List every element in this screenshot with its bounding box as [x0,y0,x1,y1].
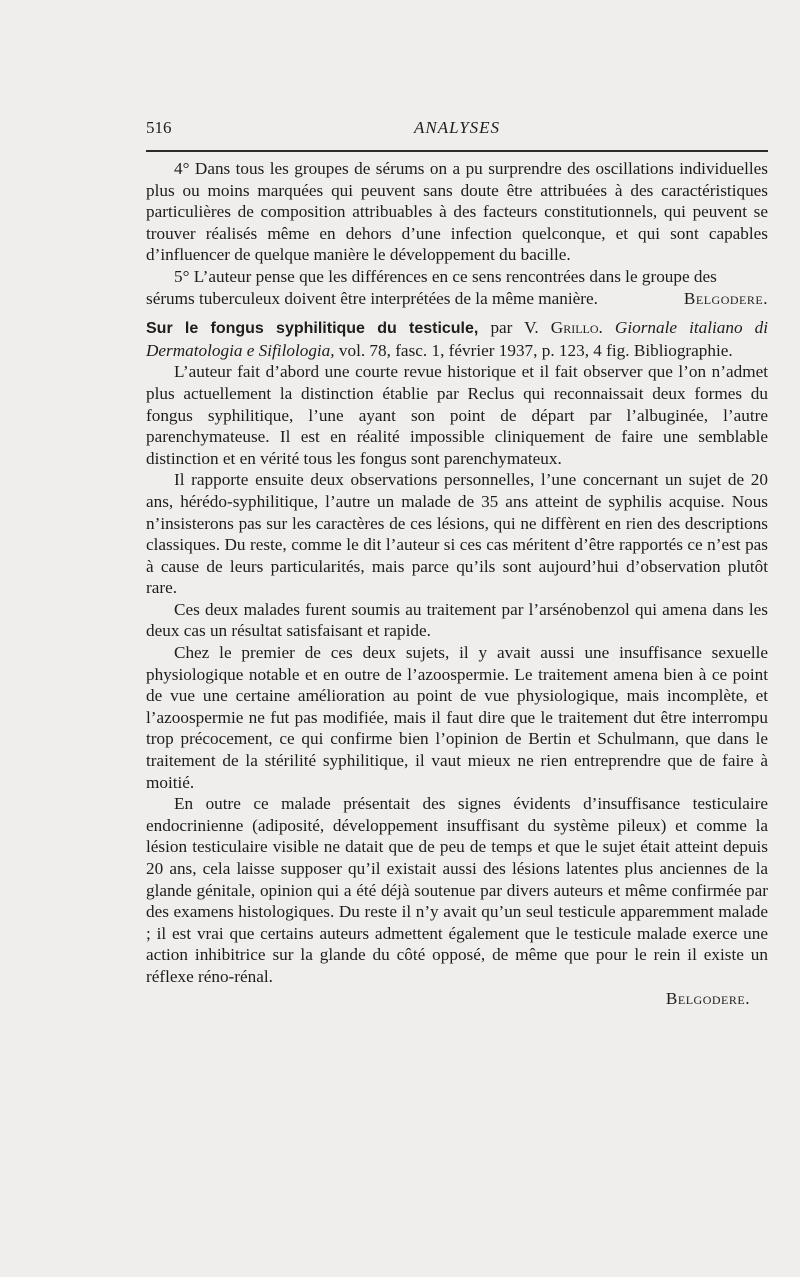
paragraph-3: Ces deux malades furent soumis au traitement par l’arsénobenzol qui amena dans les deux cas un résultat satisfaisant et rapide. [146,599,768,641]
page-number: 516 [146,118,172,137]
paragraph-2: Il rapporte ensuite deux observations personnelles, l’une concernant un sujet de 20 ans, hérédo-syphilitique, l’autre un malade de 35 ans atteint de syphilis acquise. Nous n’insisterons pas sur les caractères de ces lésions, qui ne diffèrent en rien des descriptions classiques. Du reste, comme le dit l’auteur si ces cas méritent d’être rapportés ce n’est pas à cause de leurs particularités, mais parce qu’ils sont aujourd’hui d’observation plutôt rare. [146,470,768,598]
page-body [146,158,768,1009]
paragraph-text: 5° L’auteur pense que les différences en ce sens rencontrées dans le groupe des sérums tuberculeux doivent être interprétées de la même manière. [146,266,717,308]
paragraph-5: En outre ce malade présentait des signes évidents d’insuffisance testiculaire endocrinienne (adiposité, développement insuffisant du système pileux) et comme la lésion testiculaire visible ne datait que de peu de temps et que le sujet était atteint depuis 20 ans, cela laisse supposer qu’il existait aussi des lésions latentes plus anciennes de la glande génitale, opinion qui a été déjà soutenue par divers auteurs et même confirmée par des examens histologiques. Du reste il n’y avait qu’un seul testicule apparemment malade ; il est vrai que certains auteurs admettent également que le testicule malade exerce une action inhibitrice sur la glande du côté opposé, de même que pour le rein il existe un réflexe réno-rénal. [146,794,768,986]
paragraph-point-5 [146,266,768,309]
byline-par: par V. [490,318,539,338]
journal-name: Giornale italiano di Dermatologia e Sifilologia, [146,318,769,360]
page-header [146,118,768,140]
running-title: ANALYSES [413,118,501,137]
signature-belgodere-1: Belgodere. [683,288,768,308]
paragraph-1: L’auteur fait d’abord une courte revue historique et il fait observer que l’on n’admet plus actuellement la distinction établie par Reclus qui reconnaissait deux formes du fongus syphilitique, l’une ayant son point de départ par l’albuginée, l’autre parenchymateuse. Il est en réalité impossible cliniquement de faire une semblable distinction et en vérité tous les fongus sont parenchymateux. [146,362,768,468]
paragraph-4: Chez le premier de ces deux sujets, il y avait aussi une insuffisance sexuelle physiologique notable et en outre de l’azoospermie. Le traitement amena bien à ce point de vue une certaine amélioration au point de vue physiologique, mais incomplète, et l’azoospermie ne fut pas modifiée, mais il faut dire que le traitement dut être interrompu trop précocement, ce qui confirme bien l’opinion de Bertin et Schulmann, que dans le traitement de la stérilité syphilitique, il vaut mieux ne rien entreprendre que de faire à moitié. [146,643,768,792]
article-title: Sur le fongus syphilitique du testicule, [146,320,479,338]
signature-belgodere-2: Belgodere. [665,988,750,1008]
citation-details: vol. 78, fasc. 1, février 1937, p. 123, 4 fig. Bibliographie. [338,340,733,360]
article-author: Grillo. [550,318,603,338]
article-heading [146,317,768,361]
paragraph-point-4: 4° Dans tous les groupes de sérums on a pu surprendre des oscillations individuelles plus ou moins marquées qui peuvent sans doute être attribuées à des caractéristiques particulières de composition attribuables à des facteurs constitutionnels, qui peuvent se trouver réalisés même en dehors d’une infection quelconque, et qui sont capables d’influencer de quelque manière le développement du bacille. [146,159,768,265]
header-rule [146,150,768,152]
